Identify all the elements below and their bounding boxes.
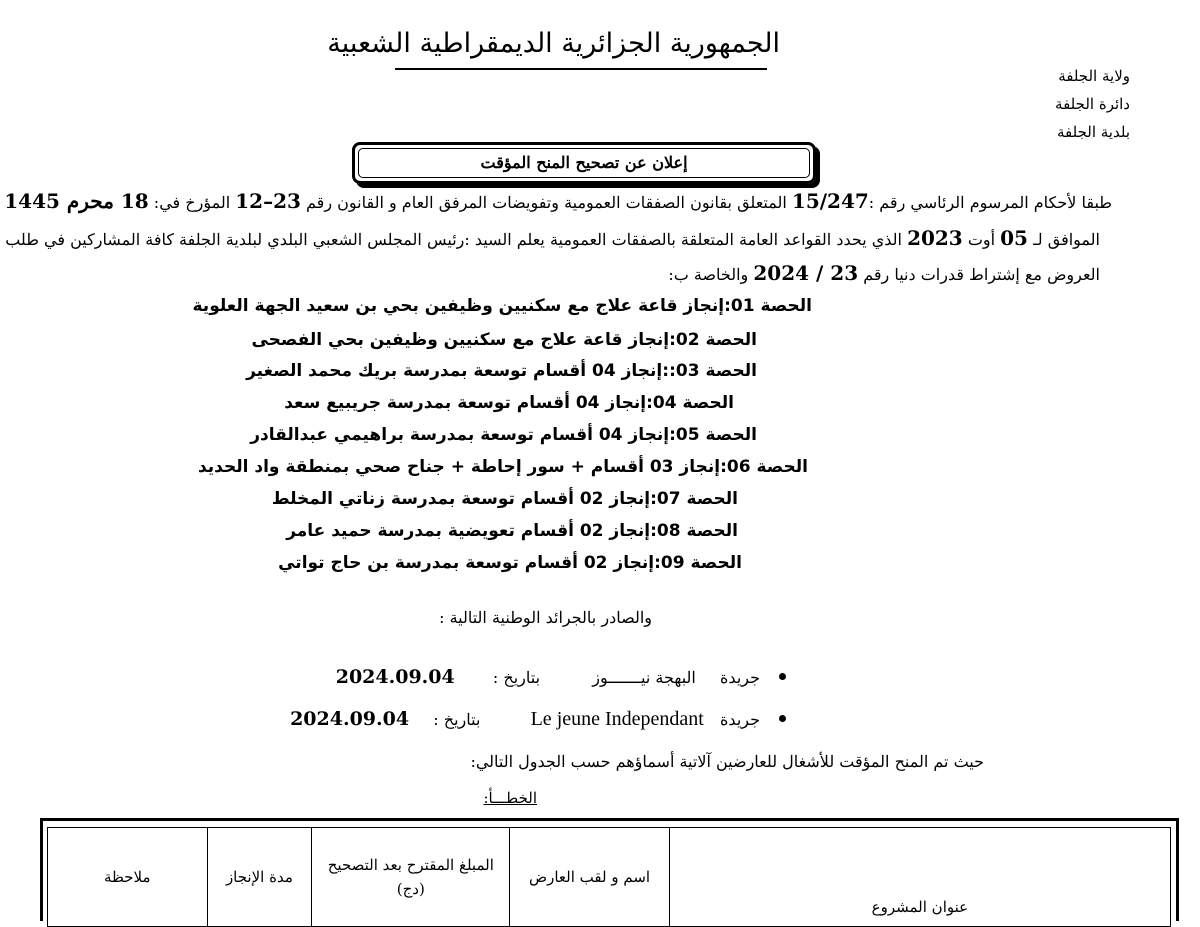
results-table-frame — [40, 818, 1179, 921]
decree-number: 15/247 — [791, 189, 869, 213]
lot-label: الحصة 05: — [669, 425, 757, 445]
notice-title-box — [352, 142, 816, 184]
tender-number: 23 / 2024 — [753, 261, 859, 285]
award-note: حيث تم المنح المؤقت للأشغال للعارضين آلاتية أسماؤهم حسب الجدول التالي: — [470, 752, 984, 771]
intro-text: والخاصة ب: — [668, 265, 754, 284]
lot-item — [272, 483, 738, 515]
header-duration: مدة الإنجاز — [207, 828, 312, 927]
lot-label: الحصة 02: — [669, 330, 757, 350]
header-remark: ملاحظة — [48, 828, 208, 927]
newspaper-prefix: جريدة — [720, 710, 760, 729]
date-label: بتاريخ : — [433, 710, 481, 729]
lot-item — [278, 547, 742, 579]
intro-line-1 — [4, 186, 1112, 218]
intro-text: طبقا لأحكام المرسوم الرئاسي رقم : — [868, 193, 1112, 212]
intro-text: العروض مع إشتراط قدرات دنيا رقم — [858, 265, 1100, 284]
bullet-icon — [779, 715, 786, 722]
lot-label: الحصة 09: — [654, 553, 742, 573]
intro-text: المؤرخ في: — [148, 193, 236, 212]
errata-label: الخطـــأ: — [483, 789, 537, 807]
lot-item — [284, 387, 734, 419]
law-number: 23–12 — [235, 189, 301, 213]
lot-text: إنجاز قاعة علاج مع سكنيين وظيفين بحي بن سعيد الجهة العلوية — [192, 296, 725, 316]
lot-label: الحصة 01: — [724, 296, 812, 316]
intro-text: أوت — [962, 230, 1001, 249]
intro-line-2 — [5, 223, 1100, 255]
lot-item — [250, 419, 757, 451]
lot-item — [193, 290, 813, 322]
newspaper-name: Le jeune Independant — [530, 708, 704, 730]
lot-item — [286, 515, 738, 547]
lot-text: إنجاز 02 أقسام توسعة بمدرسة بن حاج تواتي — [278, 553, 655, 573]
lot-text: إنجاز 04 أقسام توسعة بمدرسة براهيمي عبدالقادر — [250, 425, 670, 445]
lot-text: إنجاز 04 أقسام توسعة بمدرسة بريك محمد الصغير — [246, 361, 663, 381]
lot-item — [246, 355, 757, 387]
header-proposed-amount: المبلغ المقترح بعد التصحيح (دج) — [312, 828, 510, 927]
lot-text: إنجاز قاعة علاج مع سكنيين وظيفين بحي الفصحى — [251, 330, 670, 350]
title-underline — [395, 68, 767, 70]
lot-label: الحصة 03:: — [662, 361, 757, 381]
notice-title: إعلان عن تصحيح المنح المؤقت — [358, 148, 810, 178]
greg-year: 2023 — [907, 226, 963, 250]
page-title: الجمهورية الجزائرية الديمقراطية الشعبية — [327, 28, 780, 59]
lot-item — [251, 324, 757, 356]
lot-label: الحصة 04: — [646, 393, 734, 413]
lot-label: الحصة 06: — [720, 457, 808, 477]
hijri-year: 1445 — [4, 189, 60, 213]
lot-item — [198, 451, 808, 483]
admin-line-wilaya: ولاية الجلفة — [1058, 67, 1130, 85]
lot-label: الحصة 08: — [650, 521, 738, 541]
greg-day: 05 — [1000, 226, 1028, 250]
hijri-day: 18 — [120, 189, 149, 213]
newspaper-line — [290, 704, 760, 735]
date-label: بتاريخ : — [492, 668, 541, 687]
intro-text: الذي يحدد القواعد العامة المتعلقة بالصفقات العمومية يعلم السيد :رئيس المجلس الشعبي البلدي لبلدية الجلفة كافة المشاركين في طلب — [5, 230, 908, 249]
newspaper-prefix: جريدة — [720, 668, 760, 687]
lot-text: إنجاز 03 أقسام + سور إحاطة + جناح صحي بمنطقة واد الحديد — [197, 457, 721, 477]
admin-line-daira: دائرة الجلفة — [1055, 95, 1130, 113]
lot-text: إنجاز 02 أقسام توسعة بمدرسة زناتي المخلط — [271, 489, 651, 509]
intro-text: الموافق لـ — [1027, 230, 1100, 249]
header-project-title: عنوان المشروع — [669, 828, 1170, 927]
publication-date: 2024.09.04 — [335, 666, 455, 688]
intro-text: المتعلق بقانون الصفقات العمومية وتفويضات المرفق العام و القانون رقم — [300, 193, 792, 212]
results-table — [47, 827, 1171, 927]
lot-text: إنجاز 04 أقسام توسعة بمدرسة جريبيع سعد — [284, 393, 647, 413]
header-bidder-name: اسم و لقب العارض — [510, 828, 670, 927]
lot-text: إنجاز 02 أقسام تعويضية بمدرسة حميد عامر — [286, 521, 651, 541]
newspaper-line — [336, 662, 760, 693]
publication-date: 2024.09.04 — [290, 708, 410, 730]
newspaper-name: البهجة نيـــــــوز — [592, 668, 696, 687]
hijri-month: محرم — [59, 189, 121, 213]
issued-in-text: والصادر بالجرائد الوطنية التالية : — [439, 608, 652, 627]
intro-line-3 — [668, 258, 1100, 290]
table-header-row — [48, 828, 1171, 927]
bullet-icon — [779, 673, 786, 680]
admin-line-commune: بلدية الجلفة — [1056, 123, 1130, 141]
lot-label: الحصة 07: — [650, 489, 738, 509]
